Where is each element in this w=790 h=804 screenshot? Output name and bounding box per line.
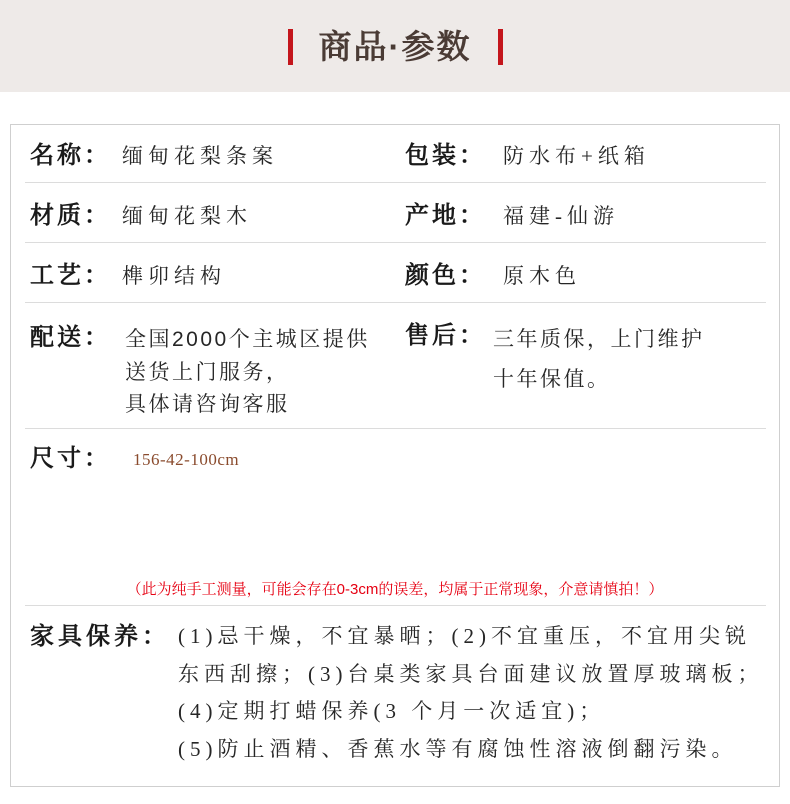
spec-label-origin: 产地： [405,203,486,229]
spec-value-craft: 榫卯结构 [122,264,226,288]
care-line: (5)防止酒精、香蕉水等有腐蚀性溶液倒翻污染。 [178,736,738,761]
row-divider [25,302,766,303]
spec-value-origin: 福建-仙游 [503,204,619,228]
spec-label-color: 颜色： [405,263,486,289]
spec-label-size: 尺寸： [30,446,111,472]
spec-label-name: 名称： [30,143,111,169]
section-title-group [0,27,790,67]
care-line: (4)定期打蜡保养(3 个月一次适宜)； [178,699,606,723]
spec-value-delivery-line: 具体请咨询客服 [125,393,290,416]
spec-value-color: 原木色 [503,264,581,288]
spec-value-aftersales-line: 三年质保，上门维护 [493,328,705,351]
care-line: (1)忌干燥，不宜暴晒；(2)不宜重压，不宜用尖锐 [178,624,751,648]
care-line: 东西刮擦；(3)台桌类家具台面建议放置厚玻璃板； [178,661,764,686]
spec-value-aftersales [493,320,705,400]
spec-value-delivery-line: 全国2000个主城区提供 [125,328,370,351]
title-accent-bar-left [288,29,293,65]
spec-label-material: 材质： [30,203,111,229]
care-label: 家具保养： [30,624,170,650]
title-accent-bar-right [498,29,503,65]
spec-value-size: 156-42-100cm [133,450,240,469]
spec-label-delivery: 配送： [30,325,111,351]
spec-label-craft: 工艺： [30,263,111,289]
spec-value-aftersales-line: 十年保值。 [493,368,611,391]
spec-label-packaging: 包装： [405,143,486,169]
row-divider [25,242,766,243]
row-divider [25,182,766,183]
spec-value-name: 缅甸花梨条案 [122,144,278,168]
section-title: 商品·参数 [318,28,472,65]
care-instructions [178,618,778,768]
measurement-note: （此为纯手工测量，可能会存在0-3cm的误差，均属于正常现象，介意请慎拍！） [126,581,664,598]
spec-value-delivery [125,324,370,422]
row-divider [25,605,766,606]
section-header-banner [0,0,790,92]
spec-value-packaging: 防水布+纸箱 [503,144,650,168]
spec-value-delivery-line: 送货上门服务， [125,360,290,384]
spec-value-material: 缅甸花梨木 [122,204,252,228]
spec-label-aftersales: 售后： [405,323,486,349]
row-divider [25,428,766,429]
